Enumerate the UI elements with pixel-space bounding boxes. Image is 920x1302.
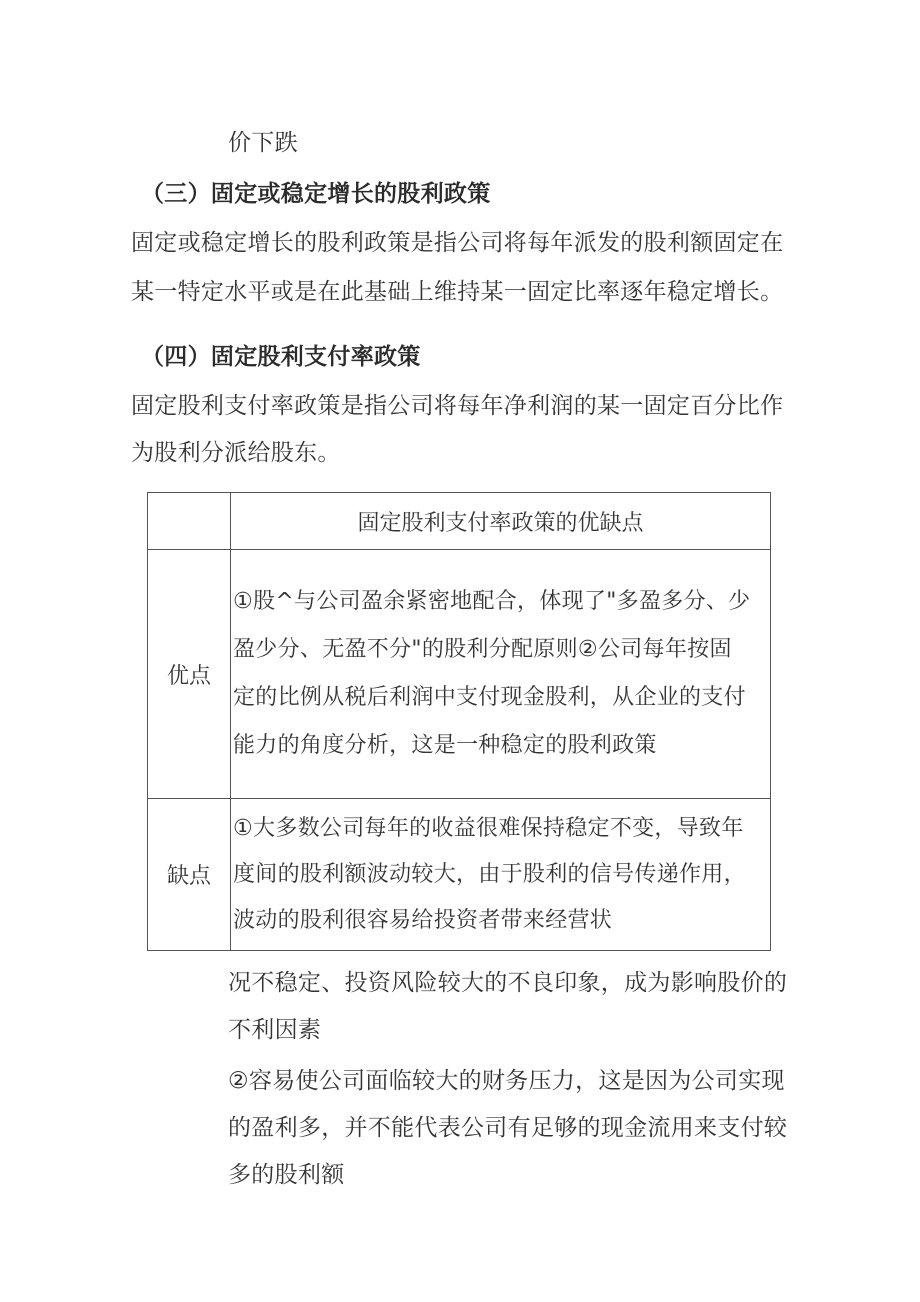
pros-line: 能力的角度分析，这是一种稳定的股利政策 — [233, 733, 657, 758]
policy-pros-cons-table — [147, 492, 771, 951]
cons-line: ①大多数公司每年的收益很难保持稳定不变，导致年 — [233, 815, 744, 841]
paragraph-line: 为股利分派给股东。 — [131, 440, 341, 466]
text-line-continuation: 价下跌 — [228, 130, 298, 156]
continuation-line: 不利因素 — [228, 1017, 322, 1043]
cons-content — [231, 799, 771, 951]
table-corner-cell — [148, 493, 231, 550]
pros-line: 盈少分、无盈不分"的股利分配原则②公司每年按固 — [233, 637, 732, 662]
section-heading-three: （三）固定或稳定增长的股利政策 — [141, 181, 491, 207]
cons-label: 缺点 — [148, 799, 231, 951]
section-heading-four: （四）固定股利支付率政策 — [141, 344, 421, 370]
table-header-row — [148, 493, 771, 550]
continuation-line: 多的股利额 — [228, 1162, 345, 1188]
table-row-pros — [148, 550, 771, 799]
table-row-cons — [148, 799, 771, 951]
continuation-line: 的盈利多，并不能代表公司有足够的现金流用来支付较 — [228, 1115, 788, 1141]
pros-label: 优点 — [148, 550, 231, 799]
paragraph-line: 某一特定水平或是在此基础上维持某一固定比率逐年稳定增长。 — [131, 279, 784, 305]
pros-content — [231, 550, 771, 799]
paragraph-line: 固定股利支付率政策是指公司将每年净利润的某一固定百分比作 — [131, 393, 784, 419]
pros-line: 定的比例从税后利润中支付现金股利，从企业的支付 — [233, 685, 746, 710]
cons-line: 度间的股利额波动较大，由于股利的信号传递作用， — [233, 861, 746, 887]
paragraph-line: 固定或稳定增长的股利政策是指公司将每年派发的股利额固定在 — [131, 230, 784, 256]
table-header-title: 固定股利支付率政策的优缺点 — [231, 493, 771, 550]
pros-line: ①股^与公司盈余紧密地配合，体现了"多盈多分、少 — [233, 589, 751, 614]
continuation-line: ②容易使公司面临较大的财务压力，这是因为公司实现 — [228, 1068, 785, 1094]
continuation-line: 况不稳定、投资风险较大的不良印象，成为影响股价的 — [228, 970, 788, 996]
cons-line: 波动的股利很容易给投资者带来经营状 — [233, 907, 613, 933]
